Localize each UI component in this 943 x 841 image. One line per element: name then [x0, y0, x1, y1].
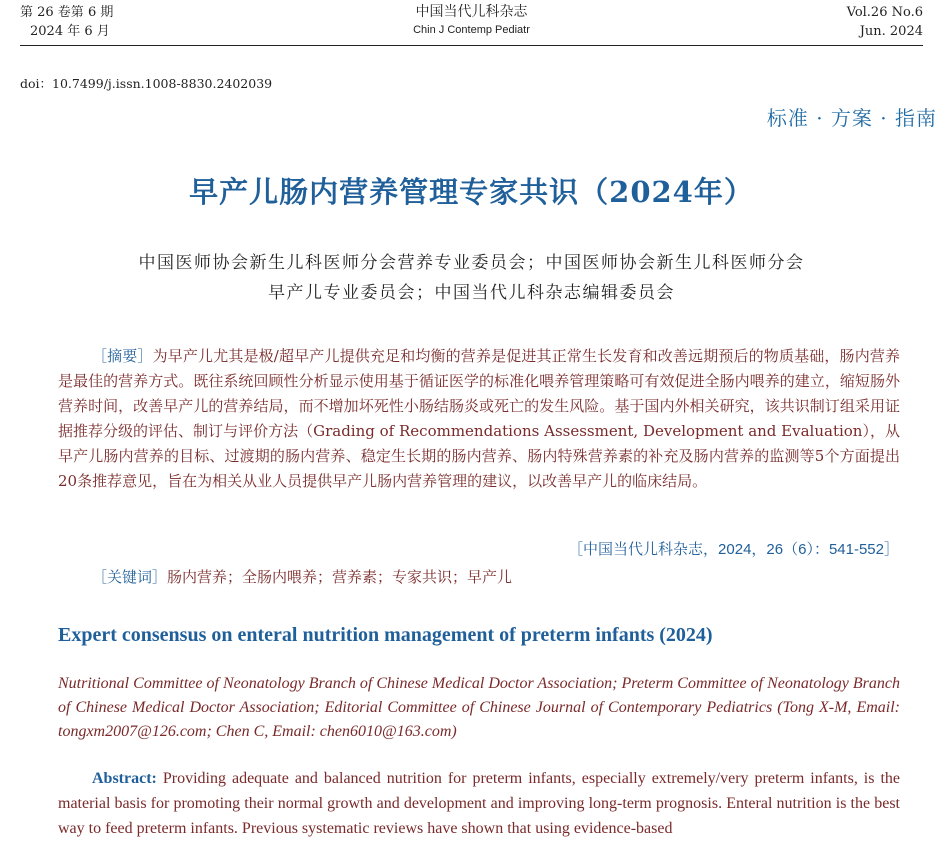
header-journal: [0, 3, 943, 39]
section-tag: 标准 · 方案 · 指南: [766, 106, 937, 130]
abstract-en: [58, 766, 900, 841]
keywords-cn: [92, 566, 512, 587]
citation: ［中国当代儿科杂志，2024，26（6）：541-552］: [568, 541, 899, 558]
doi[interactable]: doi：10.7499/j.issn.1008-8830.2402039: [20, 76, 273, 91]
header-rule: [20, 45, 923, 46]
authors-en: Nutritional Committee of Neonatology Branch of Chinese Medical Doctor Association; Preterm Committee of Neonatology Branch of Chinese Medical Doctor Association; Editorial Committee of Chinese Journal of Contemporary Pediatrics (Tong X-M, Email: tongxm2007@126.com; Chen C, Email: chen6010@163.com): [58, 675, 900, 740]
header-volume-en: Vol.26 No.6: [846, 5, 923, 20]
abstract-cn-text: 为早产儿尤其是极/超早产儿提供充足和均衡的营养是促进其正常生长发育和改善远期预后的物质基础，肠内营养是最佳的营养方式。既往系统回顾性分析显示使用基于循证医学的标准化喂养管理策略可有效促进全肠内喂养的建立，缩短肠外营养时间，改善早产儿的营养结局，而不增加坏死性小肠结肠炎或死亡的发生风险。基于国内外相关研究，该共识制订组采用证据推荐分级的评估、制订与评价方法（Grading of Recommendations Assessment, Development and Evaluation），从早产儿肠内营养的目标、过渡期的肠内营养、稳定生长期的肠内营养、肠内特殊营养素的补充及肠内营养的监测等5个方面提出20条推荐意见，旨在为相关从业人员提供早产儿肠内营养管理的建议，以改善早产儿的临床结局。: [58, 347, 900, 490]
header-volume: 第 26 卷第 6 期: [20, 5, 114, 20]
keywords-text: 肠内营养；全肠内喂养；营养素；专家共识；早产儿: [167, 568, 513, 586]
abstract-en-text: Providing adequate and balanced nutrition for preterm infants, especially extremely/very preterm infants, is the material basis for promoting their normal growth and development and improving long-term prognosis. Enteral nutrition is the best way to feed preterm infants. Previous systematic reviews have shown that using evidence-based: [58, 770, 901, 837]
journal-name-en: Chin J Contemp Pediatr: [413, 24, 530, 36]
authors-cn: [0, 248, 943, 308]
authors-cn-line1: 中国医师协会新生儿科医师分会营养专业委员会；中国医师协会新生儿科医师分会: [138, 253, 805, 273]
article-title-cn: 早产儿肠内营养管理专家共识（2024年）: [189, 175, 754, 209]
header-date-en: Jun. 2024: [859, 24, 923, 39]
header-date-cn: 2024 年 6 月: [30, 24, 110, 39]
page-header: [0, 0, 943, 48]
abstract-en-label: Abstract:: [92, 770, 157, 787]
article-title-en: Expert consensus on enteral nutrition management of preterm infants (2024): [58, 624, 713, 646]
keywords-label: ［关键词］: [92, 568, 168, 586]
abstract-cn-label: ［摘要］: [92, 347, 153, 365]
abstract-cn: [58, 344, 900, 494]
authors-cn-line2: 早产儿专业委员会；中国当代儿科杂志编辑委员会: [268, 283, 675, 303]
header-volume-info-en: [847, 3, 923, 41]
journal-name-cn: 中国当代儿科杂志: [415, 4, 528, 20]
